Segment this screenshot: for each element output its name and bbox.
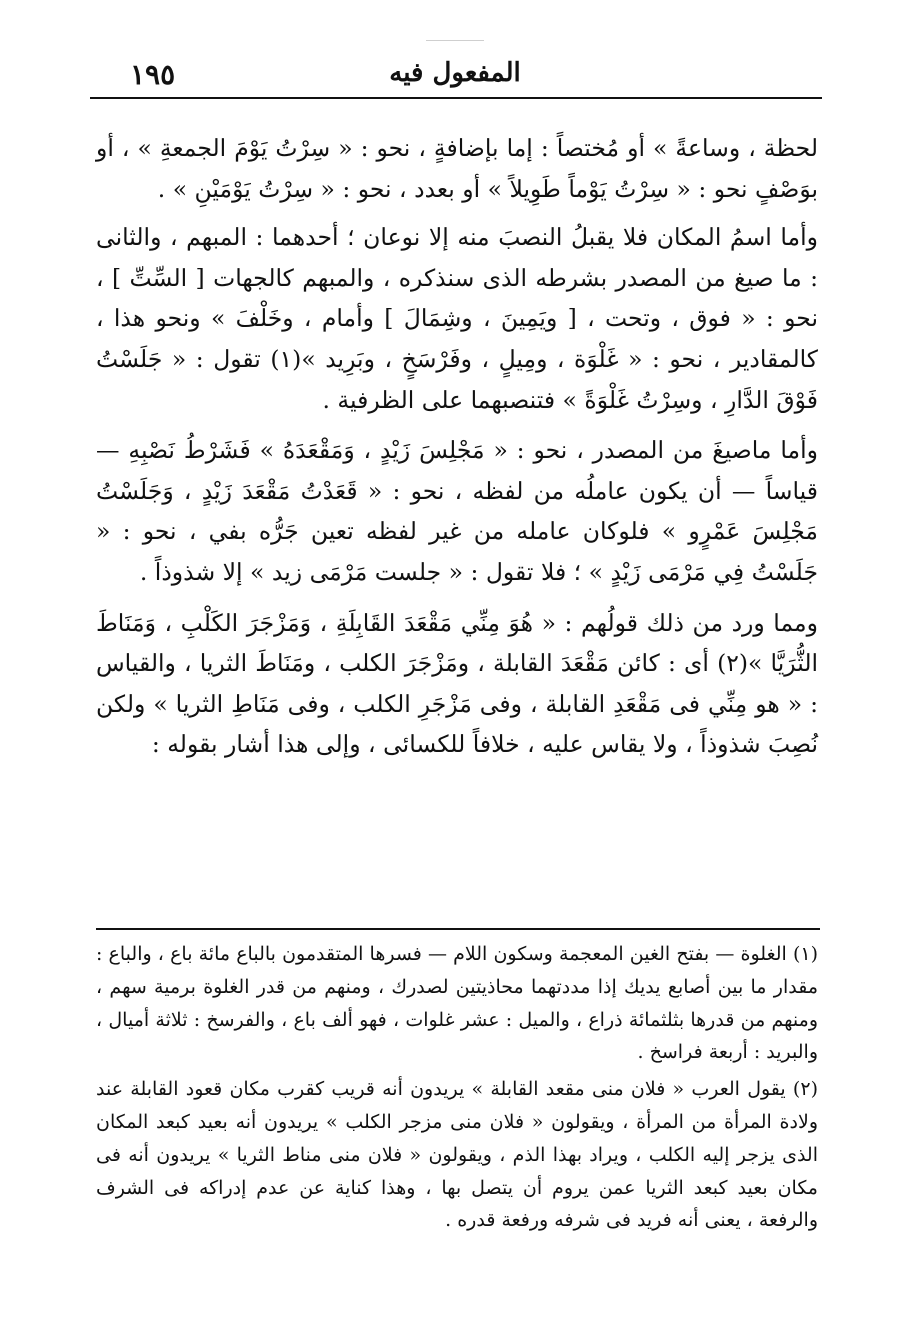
footnote-1: (١) الغلوة — بفتح الغين المعجمة وسكون اللام — فسرها المتقدمون بالباع مائة باع ، والباع : مقدار ما بين أصابع يديك إذا مددتهما محاذيتين لصدرك ، ومنهم من قدر الغلوة برمية سهم ، ومنهم من قدرها بثلثمائة ذراع ، والميل : عشر غلوات ، فهو ألف باع ، والفرسخ : ثلاثة أميال ، والبريد : أربعة فراسخ . bbox=[96, 943, 818, 1064]
header-rule bbox=[90, 97, 822, 99]
main-text bbox=[96, 128, 818, 765]
top-edge-mark bbox=[426, 40, 484, 41]
footnote-separator bbox=[96, 928, 820, 930]
running-title: المفعول فيه bbox=[389, 58, 521, 88]
paragraph: لحظة ، وساعةً » أو مُختصاً : إما بإضافةٍ ، نحو : « سِرْتُ يَوْمَ الجمعةِ » ، أو بوَصْفٍ نحو : « سِرْتُ يَوْماً طَوِيلاً » أو بعدد ، نحو : « سِرْتُ يَوْمَيْنِ » . bbox=[96, 134, 818, 203]
footnotes bbox=[96, 938, 818, 1237]
footnote-2: (٢) يقول العرب « فلان منى مقعد القابلة » يريدون أنه قريب كقرب مكان قعود القابلة عند ولادة المرأة من المرأة ، ويقولون « فلان منى مزجر الكلب » يريدون أنه بعيد كبعد المكان الذى يزجر إليه الكلب ، ويراد بهذا الذم ، ويقولون « فلان منى مناط الثريا » يريدون أنه فى مكان بعيد كبعد الثريا عمن يروم أن يتصل بها ، وهذا كناية عن عدم إدراكه فى الشرف والرفعة ، يعنى أنه فريد فى شرفه ورفعة قدره . bbox=[96, 1078, 818, 1232]
paragraph: ومما ورد من ذلك قولُهم : « هُوَ مِنِّي مَقْعَدَ القَابِلَةِ ، وَمَزْجَرَ الكَلْبِ ، وَمَنَاطَ الثُّرَيَّا »(٢) أى : كائن مَقْعَدَ القابلة ، ومَزْجَرَ الكلب ، ومَنَاطَ الثريا ، والقياس : « هو مِنِّي فى مَقْعَدِ القابلة ، وفى مَزْجَرِ الكلب ، وفى مَنَاطِ الثريا » ولكن نُصِبَ شذوذاً ، ولا يقاس عليه ، خلافاً للكسائى ، وإلى هذا أشار بقوله : bbox=[96, 608, 819, 759]
paragraph: وأما اسمُ المكان فلا يقبلُ النصبَ منه إلا نوعان ؛ أحدهما : المبهم ، والثانى : ما صيغ من المصدر بشرطه الذى سنذكره ، والمبهم كالجهات [ السِّتِّ ] ، نحو : « فوق ، وتحت ، [ ويَمِينَ ، وشِمَالَ ] وأمام ، وخَلْفَ » ونحو هذا ، كالمقادير ، نحو : « غَلْوَة ، ومِيلٍ ، وفَرْسَخٍ ، وبَرِيد »(١) تقول : « جَلَسْتُ فَوْقَ الدَّارِ ، وسِرْتُ غَلْوَةً » فتنصبهما على الظرفية . bbox=[96, 223, 818, 414]
page-number: ١٩٥ bbox=[130, 58, 176, 91]
page-header bbox=[90, 54, 820, 98]
paragraph: وأما ماصيغَ من المصدر ، نحو : « مَجْلِسَ زَيْدٍ ، وَمَقْعَدَهُ » فَشَرْطُ نَصْبِهِ — قياساً — أن يكون عاملُه من لفظه ، نحو : « قَعَدْتُ مَقْعَدَ زَيْدٍ ، وَجَلَسْتُ مَجْلِسَ عَمْرٍو » فلوكان عامله من غير لفظه تعين جَرُّه بفي ، نحو : « جَلَسْتُ فِي مَرْمَى زَيْدٍ » ؛ فلا تقول : « جلست مَرْمَى زيد » إلا شذوذاً . bbox=[96, 436, 818, 586]
